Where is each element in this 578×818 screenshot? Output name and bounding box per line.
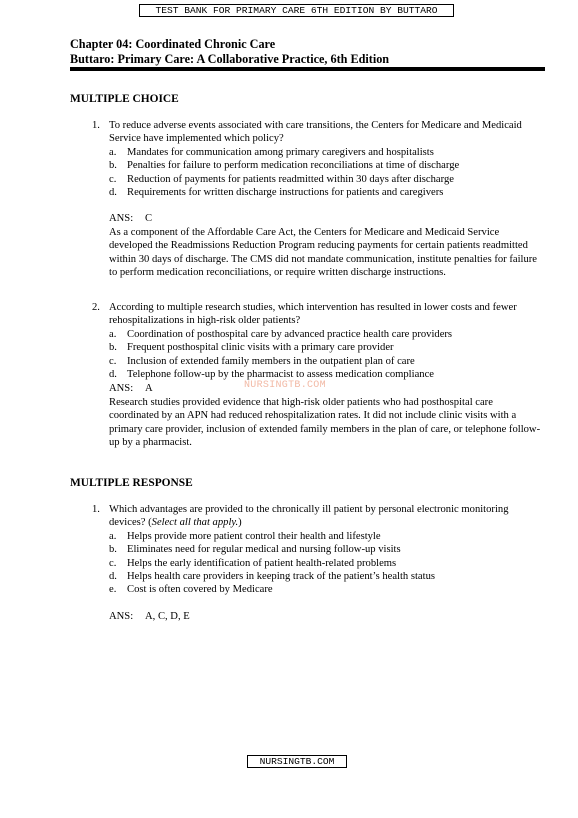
question-mr-1: [92, 503, 542, 623]
option-letter: b.: [109, 342, 117, 354]
option-letter: e.: [109, 584, 117, 596]
top-banner: TEST BANK FOR PRIMARY CARE 6TH EDITION BY BUTTARO: [139, 4, 454, 17]
question-mc-2: [92, 301, 542, 449]
option-text: Helps provide more patient control their health and lifestyle: [127, 530, 381, 542]
answer-value: A, C, D, E: [145, 610, 190, 622]
option-text: Frequent posthospital clinic visits with a primary care provider: [127, 342, 394, 354]
question-number: 1.: [92, 504, 100, 515]
answer-line: [92, 610, 542, 623]
option-item: [92, 146, 542, 159]
answer-value: A: [145, 383, 153, 395]
option-list: [92, 530, 542, 597]
option-text: Reduction of payments for patients readmitted within 30 days after discharge: [127, 173, 454, 185]
option-letter: a.: [109, 530, 117, 542]
option-letter: c.: [109, 557, 117, 569]
answer-label: ANS:: [109, 383, 134, 395]
option-item: [92, 355, 542, 368]
option-item: [92, 173, 542, 186]
option-letter: a.: [109, 328, 117, 340]
question-stem: [92, 503, 542, 530]
answer-label: ANS:: [109, 213, 134, 225]
question-text-end: ): [238, 517, 242, 529]
document-header: [70, 37, 545, 66]
rationale: Research studies provided evidence that high-risk older patients who had posthospital care coordinated by an APN had reduced rehospitalization rates. It did not include clinic visits with a primary care provider, inclusion of extended family members in the plan of care, or telephone follow-up by a pharmacist.: [109, 396, 541, 449]
option-text: Coordination of posthospital care by advanced practice health care providers: [127, 328, 453, 340]
question-text: Which advantages are provided to the chronically ill patient by personal electronic monitoring devices? (: [109, 504, 509, 529]
section-heading-multiple-choice: MULTIPLE CHOICE: [70, 93, 179, 105]
header-rule: [70, 67, 545, 71]
question-instruction: Select all that apply.: [151, 517, 239, 529]
question-stem: [92, 119, 542, 146]
question-mc-1: [92, 119, 542, 279]
option-text: Requirements for written discharge instructions for patients and caregivers: [127, 187, 444, 199]
section-heading-multiple-response: MULTIPLE RESPONSE: [70, 477, 193, 489]
answer-label: ANS:: [109, 610, 134, 622]
rationale: As a component of the Affordable Care Act, the Centers for Medicare and Medicaid Service developed the Readmissions Reduction Program reducing payments for certain patients readmitted within 30 days of discharge. The CMS did not mandate communication, institute penalties for failure to perform medication reconciliations, or require written discharge instructions.: [109, 226, 537, 279]
option-text: Mandates for communication among primary caregivers and hospitalists: [127, 146, 434, 158]
option-item: [92, 341, 542, 354]
option-letter: d.: [109, 369, 117, 381]
option-list: [92, 146, 542, 200]
option-text: Helps health care providers in keeping track of the patient’s health status: [127, 571, 435, 583]
question-number: 1.: [92, 120, 100, 131]
answer-line: [92, 212, 542, 225]
option-item: [92, 159, 542, 172]
option-list: [92, 328, 542, 382]
option-item: [92, 530, 542, 543]
option-text: Helps the early identification of patient health-related problems: [127, 557, 397, 569]
option-letter: c.: [109, 173, 117, 185]
option-item: [92, 570, 542, 583]
option-text: Eliminates need for regular medical and nursing follow-up visits: [127, 544, 401, 556]
watermark: NURSINGTB.COM: [244, 380, 326, 391]
book-title: Buttaro: Primary Care: A Collaborative Practice, 6th Edition: [70, 51, 390, 66]
question-number: 2.: [92, 302, 100, 313]
option-letter: c.: [109, 355, 117, 367]
footer-watermark-link[interactable]: NURSINGTB.COM: [247, 755, 347, 768]
question-text: To reduce adverse events associated with care transitions, the Centers for Medicare and Medicaid Service have implemented which policy?: [109, 120, 522, 145]
option-item: [92, 186, 542, 199]
chapter-title: Chapter 04: Coordinated Chronic Care: [70, 37, 276, 51]
option-text: Cost is often covered by Medicare: [127, 584, 273, 596]
option-text: Telephone follow-up by the pharmacist to assess medication compliance: [127, 369, 434, 381]
option-item: [92, 543, 542, 556]
option-text: Inclusion of extended family members in the outpatient plan of care: [127, 355, 415, 367]
option-letter: b.: [109, 160, 117, 172]
option-item: [92, 557, 542, 570]
option-text: Penalties for failure to perform medication reconciliations at time of discharge: [127, 160, 460, 172]
option-letter: d.: [109, 187, 117, 199]
question-stem: [92, 301, 542, 328]
answer-value: C: [145, 213, 153, 225]
option-letter: d.: [109, 571, 117, 583]
option-item: [92, 328, 542, 341]
option-letter: a.: [109, 146, 117, 158]
option-letter: b.: [109, 544, 117, 556]
question-text: According to multiple research studies, which intervention has resulted in lower costs and fewer rehospitalizations in high-risk older patients?: [109, 302, 517, 327]
option-item: [92, 583, 542, 596]
